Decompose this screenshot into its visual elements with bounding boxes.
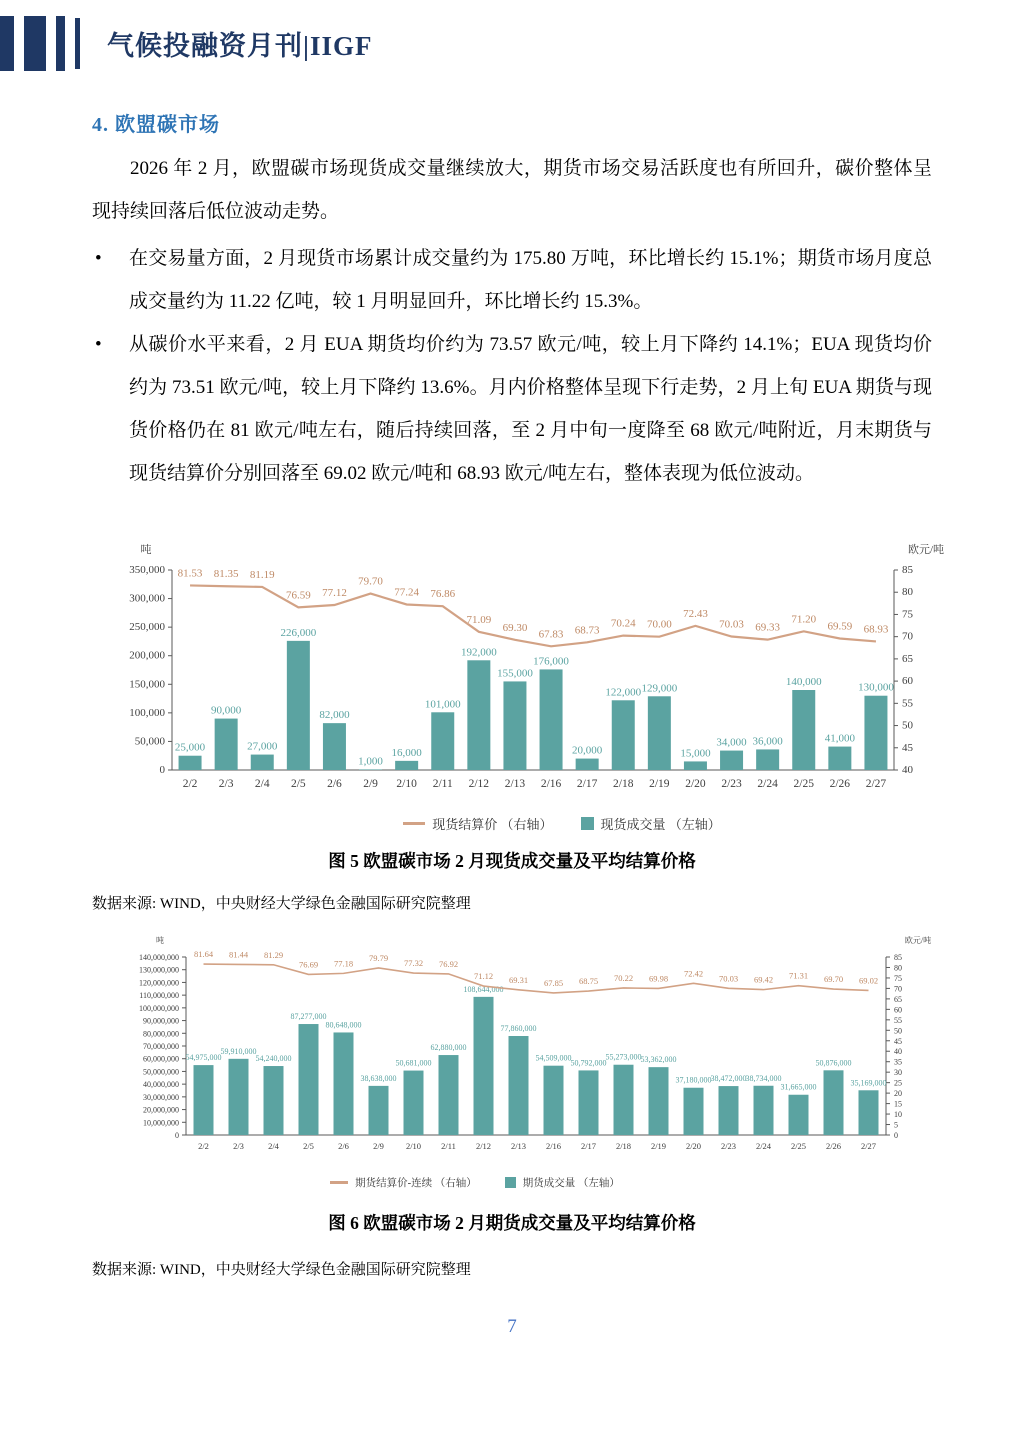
left-tick-label: 80,000,000 <box>143 1029 179 1039</box>
line-label: 67.83 <box>538 628 564 641</box>
left-tick-label: 100,000,000 <box>139 1003 179 1013</box>
x-tick-label: 2/27 <box>865 778 887 790</box>
bar-label: 35,169,000 <box>850 1078 887 1088</box>
journal-title: 气候投融资月刊|IIGF <box>107 31 373 61</box>
bar-label: 77,860,000 <box>500 1024 537 1034</box>
page-header <box>0 16 372 71</box>
right-tick-label: 20 <box>894 1089 902 1099</box>
left-tick-label: 200,000 <box>129 649 165 662</box>
bar <box>509 1036 529 1135</box>
logo-bar-icon <box>75 18 80 69</box>
right-tick-label: 30 <box>894 1068 902 1078</box>
bar-swatch-icon <box>581 817 594 830</box>
bar <box>264 1066 284 1135</box>
left-axis-title: 吨 <box>156 936 164 945</box>
x-tick-label: 2/26 <box>825 1141 842 1151</box>
bar-label: 55,273,000 <box>605 1052 642 1062</box>
figure-6-source: 数据来源: WIND，中央财经大学绿色金融国际研究院整理 <box>92 1262 471 1278</box>
bar-label: 226,000 <box>280 626 317 639</box>
bar-label: 1,000 <box>358 755 383 768</box>
line-label: 81.53 <box>177 567 203 580</box>
bar-label: 50,792,000 <box>570 1058 607 1068</box>
x-tick-label: 2/16 <box>545 1141 562 1151</box>
line-label: 70.03 <box>718 973 739 984</box>
left-tick-label: 350,000 <box>129 564 165 576</box>
line-label: 68.75 <box>578 976 599 987</box>
bar-label: 59,910,000 <box>220 1046 257 1056</box>
bar-label: 54,509,000 <box>535 1053 572 1063</box>
line-swatch-icon <box>403 822 425 825</box>
bar-swatch-icon <box>505 1177 516 1188</box>
left-tick-label: 50,000 <box>134 735 165 748</box>
bar <box>864 696 887 770</box>
line-label: 81.29 <box>263 949 284 960</box>
line-label: 70.00 <box>646 618 672 631</box>
line-label: 71.31 <box>788 970 809 981</box>
left-tick-label: 100,000 <box>129 706 165 719</box>
bar-label: 54,240,000 <box>255 1054 292 1064</box>
legend-item-line <box>330 1175 477 1190</box>
line-label: 81.35 <box>213 568 239 581</box>
left-tick-label: 50,000,000 <box>143 1067 179 1077</box>
right-tick-label: 55 <box>902 697 913 710</box>
legend-label: 现货结算价 （右轴） <box>432 817 553 832</box>
legend-label: 现货成交量 （左轴） <box>600 817 721 832</box>
line-label: 69.30 <box>502 621 528 634</box>
x-tick-label: 2/27 <box>860 1141 877 1151</box>
bar-label: 140,000 <box>785 676 822 688</box>
bar-label: 36,000 <box>752 735 783 748</box>
bar <box>215 719 238 770</box>
line-swatch-icon <box>330 1181 348 1184</box>
line-label: 77.24 <box>394 586 420 599</box>
left-tick-label: 20,000,000 <box>143 1105 179 1115</box>
bullet-volume: • 在交易量方面，2 月现货市场累计成交量约为 175.80 万吨，环比增长约 15.1%；期货市场月度总成交量约为 11.22 亿吨，较 1 月明显回升，环比增长约 15.3%。 <box>92 238 932 324</box>
left-tick-label: 110,000,000 <box>139 991 179 1001</box>
bar <box>614 1065 634 1135</box>
right-tick-label: 70 <box>902 630 913 643</box>
left-tick-label: 60,000,000 <box>143 1054 179 1064</box>
bar <box>251 755 274 770</box>
line-label: 69.02 <box>858 975 879 986</box>
x-tick-label: 2/20 <box>685 778 706 790</box>
left-axis-title: 吨 <box>140 544 152 556</box>
bar <box>323 723 346 770</box>
right-tick-label: 0 <box>894 1131 898 1140</box>
bar-label: 101,000 <box>424 698 461 711</box>
logo-bar-icon <box>56 16 65 71</box>
bar-label: 90,000 <box>211 704 242 717</box>
figure-6-caption: 图 6 欧盟碳市场 2 月期货成交量及平均结算价格 <box>328 1213 696 1233</box>
x-tick-label: 2/11 <box>432 778 453 790</box>
bar-label: 27,000 <box>247 740 278 753</box>
bullet-price: • 从碳价水平来看，2 月 EUA 期货均价约为 73.57 欧元/吨，较上月下降约 14.1%；EUA 现货均价约为 73.51 欧元/吨，较上月下降约 13.6%。月内价格整体呈现下行走势，2 月上旬 EUA 期货与现货价格仍在 81 欧元/吨左右，随后持续回落，至 2 月中旬一度降至 68 欧元/吨附近，月末期货与现货结算价分别回落至 69.02 欧元/吨和 68.93 欧元/吨左右，整体表现为低位波动。 <box>92 324 932 496</box>
bar <box>649 1067 669 1135</box>
left-tick-label: 140,000,000 <box>139 953 179 962</box>
line-label: 81.44 <box>228 949 249 960</box>
bar-label: 62,880,000 <box>430 1043 467 1053</box>
left-tick-label: 300,000 <box>129 592 165 605</box>
bar <box>229 1059 249 1135</box>
line-label: 70.22 <box>613 972 634 983</box>
legend-label: 期货结算价-连续 （右轴） <box>355 1178 477 1189</box>
futures-chart-legend <box>80 1175 948 1190</box>
bar-label: 130,000 <box>858 681 894 694</box>
bar <box>544 1066 564 1135</box>
bar <box>720 751 743 770</box>
line-label: 77.18 <box>333 958 354 969</box>
right-tick-label: 45 <box>902 741 913 754</box>
line-label: 71.20 <box>791 613 817 626</box>
bar-label: 31,665,000 <box>780 1082 817 1092</box>
legend-item-bar <box>505 1175 620 1190</box>
bar <box>792 690 815 770</box>
bar-label: 108,644,000 <box>463 984 504 994</box>
bar <box>395 761 418 770</box>
line-label: 81.64 <box>193 949 214 960</box>
x-tick-label: 2/23 <box>720 1141 737 1151</box>
line-label: 69.42 <box>753 974 774 985</box>
bar <box>194 1065 214 1135</box>
bar-label: 50,876,000 <box>815 1058 852 1068</box>
right-axis-title: 欧元/吨 <box>904 936 932 945</box>
bar-label: 15,000 <box>680 747 711 760</box>
line-label: 69.59 <box>827 620 853 633</box>
bar <box>648 696 671 770</box>
bar-label: 82,000 <box>319 709 350 722</box>
line-label: 69.98 <box>648 973 669 984</box>
bar <box>576 759 599 770</box>
bar-label: 34,000 <box>716 736 747 749</box>
iigf-logo <box>0 16 80 71</box>
bar <box>404 1071 424 1135</box>
right-tick-label: 15 <box>894 1099 902 1109</box>
x-tick-label: 2/2 <box>198 1141 209 1151</box>
x-tick-label: 2/20 <box>685 1141 702 1151</box>
line-label: 71.09 <box>466 613 492 626</box>
body-text <box>92 148 932 496</box>
line-label: 70.03 <box>719 618 744 631</box>
right-tick-label: 35 <box>894 1057 902 1067</box>
x-tick-label: 2/6 <box>327 778 342 790</box>
bar <box>503 681 526 770</box>
bar <box>754 1086 774 1135</box>
right-tick-label: 60 <box>894 1005 902 1015</box>
line-label: 76.69 <box>298 959 319 970</box>
x-tick-label: 2/9 <box>363 778 378 790</box>
line-label: 68.93 <box>863 623 889 636</box>
bar <box>719 1086 739 1135</box>
bar <box>684 1088 704 1135</box>
right-tick-label: 50 <box>894 1026 902 1036</box>
figure-6-futures-chart <box>80 933 948 1190</box>
bar-label: 87,277,000 <box>290 1012 327 1022</box>
bar <box>612 700 635 770</box>
left-tick-label: 0 <box>159 764 165 776</box>
legend-item-line <box>403 814 552 833</box>
line-label: 72.43 <box>683 607 708 620</box>
figure-5-caption: 图 5 欧盟碳市场 2 月现货成交量及平均结算价格 <box>328 851 696 871</box>
right-tick-label: 65 <box>902 652 913 665</box>
x-tick-label: 2/9 <box>373 1141 384 1151</box>
line-label: 76.86 <box>430 588 456 601</box>
legend-item-bar <box>581 814 721 833</box>
left-tick-label: 130,000,000 <box>139 965 179 975</box>
bar-label: 122,000 <box>605 686 642 699</box>
line-label: 69.33 <box>755 621 781 634</box>
left-tick-label: 0 <box>175 1131 179 1140</box>
x-tick-label: 2/4 <box>268 1141 279 1151</box>
line-label: 77.32 <box>403 958 424 969</box>
x-tick-label: 2/6 <box>338 1141 349 1151</box>
x-tick-label: 2/17 <box>576 778 598 790</box>
bar-label: 37,180,000 <box>675 1075 712 1085</box>
x-tick-label: 2/12 <box>468 778 490 790</box>
x-tick-label: 2/18 <box>613 778 634 790</box>
bar-label: 53,362,000 <box>640 1055 677 1065</box>
figure-5-source: 数据来源: WIND，中央财经大学绿色金融国际研究院整理 <box>92 896 471 912</box>
bar <box>824 1070 844 1135</box>
line-label: 79.79 <box>368 952 389 963</box>
x-tick-label: 2/10 <box>396 778 417 790</box>
right-tick-label: 80 <box>902 586 913 599</box>
bar-label: 80,648,000 <box>325 1020 362 1030</box>
bar-label: 176,000 <box>533 655 569 668</box>
bar <box>859 1090 879 1135</box>
left-tick-label: 150,000 <box>129 678 165 691</box>
bar <box>467 660 490 770</box>
bar <box>474 997 494 1135</box>
bar <box>369 1086 389 1135</box>
x-tick-label: 2/5 <box>290 778 306 790</box>
logo-bar-icon <box>24 16 46 71</box>
bullet-list <box>92 238 932 496</box>
right-axis-title: 欧元/吨 <box>907 544 945 556</box>
left-tick-label: 10,000,000 <box>143 1118 179 1128</box>
bar <box>299 1024 319 1135</box>
x-tick-label: 2/10 <box>405 1141 422 1151</box>
bar-label: 54,975,000 <box>185 1053 222 1063</box>
futures-volume-price-chart <box>80 933 948 1173</box>
x-tick-label: 2/26 <box>829 778 851 790</box>
section-heading: 4. 欧盟碳市场 <box>92 114 220 136</box>
bar <box>334 1032 354 1135</box>
right-tick-label: 65 <box>894 994 902 1004</box>
x-tick-label: 2/13 <box>504 778 526 790</box>
bar-label: 16,000 <box>391 746 422 759</box>
x-tick-label: 2/12 <box>475 1141 492 1151</box>
bar <box>439 1055 459 1135</box>
right-tick-label: 55 <box>894 1015 902 1025</box>
x-tick-label: 2/19 <box>649 778 670 790</box>
line-label: 71.12 <box>473 971 494 982</box>
right-tick-label: 60 <box>902 675 913 688</box>
bar-label: 20,000 <box>572 744 603 757</box>
left-tick-label: 90,000,000 <box>143 1016 179 1026</box>
line-label: 77.12 <box>322 587 347 600</box>
bar <box>789 1095 809 1135</box>
left-tick-label: 120,000,000 <box>139 978 179 988</box>
x-tick-label: 2/25 <box>790 1141 807 1151</box>
bar <box>579 1070 599 1135</box>
line-label: 76.92 <box>438 958 459 969</box>
bar-label: 38,472,000 <box>710 1074 747 1084</box>
x-tick-label: 2/19 <box>650 1141 667 1151</box>
logo-bar-icon <box>0 16 14 71</box>
x-tick-label: 2/25 <box>793 778 814 790</box>
spot-chart-legend <box>88 814 956 833</box>
bar-label: 25,000 <box>174 741 206 754</box>
bar <box>684 761 707 770</box>
right-tick-label: 25 <box>894 1078 902 1088</box>
figure-5-spot-chart <box>88 540 956 833</box>
line-label: 70.24 <box>610 617 636 630</box>
line-label: 76.59 <box>285 589 311 602</box>
x-tick-label: 2/3 <box>233 1141 244 1151</box>
x-tick-label: 2/24 <box>757 778 778 790</box>
right-tick-label: 5 <box>894 1120 898 1130</box>
bar-label: 50,681,000 <box>395 1058 432 1068</box>
x-tick-label: 2/23 <box>721 778 742 790</box>
bar <box>431 712 454 770</box>
legend-label: 期货成交量 （左轴） <box>522 1178 620 1189</box>
x-tick-label: 2/18 <box>615 1141 632 1151</box>
x-tick-label: 2/24 <box>755 1141 772 1151</box>
bar-label: 129,000 <box>641 682 678 695</box>
line-label: 72.42 <box>683 968 704 979</box>
x-tick-label: 2/5 <box>303 1141 314 1151</box>
x-tick-label: 2/17 <box>580 1141 597 1151</box>
x-tick-label: 2/4 <box>254 778 270 790</box>
left-tick-label: 250,000 <box>129 621 165 634</box>
right-tick-label: 40 <box>902 764 913 776</box>
bar <box>179 756 202 770</box>
bar-label: 41,000 <box>824 732 855 745</box>
left-tick-label: 30,000,000 <box>143 1092 179 1102</box>
intro-paragraph: 2026 年 2 月，欧盟碳市场现货成交量继续放大，期货市场交易活跃度也有所回升，碳价整体呈现持续回落后低位波动走势。 <box>92 158 932 222</box>
right-tick-label: 70 <box>894 984 902 994</box>
line-label: 81.19 <box>249 568 275 581</box>
x-tick-label: 2/2 <box>182 778 198 790</box>
x-tick-label: 2/3 <box>218 778 234 790</box>
right-tick-label: 85 <box>902 564 913 576</box>
right-tick-label: 75 <box>902 608 913 621</box>
right-tick-label: 45 <box>894 1036 902 1046</box>
left-tick-label: 40,000,000 <box>143 1080 179 1090</box>
spot-volume-price-chart <box>88 540 956 812</box>
bar-label: 155,000 <box>497 667 533 680</box>
right-tick-label: 85 <box>894 953 902 962</box>
bar <box>540 669 563 770</box>
left-tick-label: 70,000,000 <box>143 1042 179 1051</box>
bar <box>287 641 310 770</box>
x-tick-label: 2/13 <box>510 1141 527 1151</box>
right-tick-label: 40 <box>894 1047 902 1057</box>
bar-label: 192,000 <box>460 646 497 659</box>
line-label: 67.85 <box>543 977 564 988</box>
bar <box>359 769 382 770</box>
bar <box>756 749 779 770</box>
x-tick-label: 2/11 <box>441 1141 456 1151</box>
line-label: 69.31 <box>508 974 529 985</box>
right-tick-label: 80 <box>894 963 902 973</box>
x-tick-label: 2/16 <box>540 778 562 790</box>
line-label: 69.70 <box>823 974 844 985</box>
right-tick-label: 10 <box>894 1110 902 1120</box>
right-tick-label: 50 <box>902 719 913 732</box>
bar <box>828 747 851 770</box>
page-number: 7 <box>507 1316 517 1337</box>
bar-label: 38,638,000 <box>360 1073 397 1083</box>
line-label: 79.70 <box>358 575 383 588</box>
bar-label: 38,734,000 <box>745 1073 782 1083</box>
right-tick-label: 75 <box>894 973 902 983</box>
line-label: 68.73 <box>574 624 600 637</box>
